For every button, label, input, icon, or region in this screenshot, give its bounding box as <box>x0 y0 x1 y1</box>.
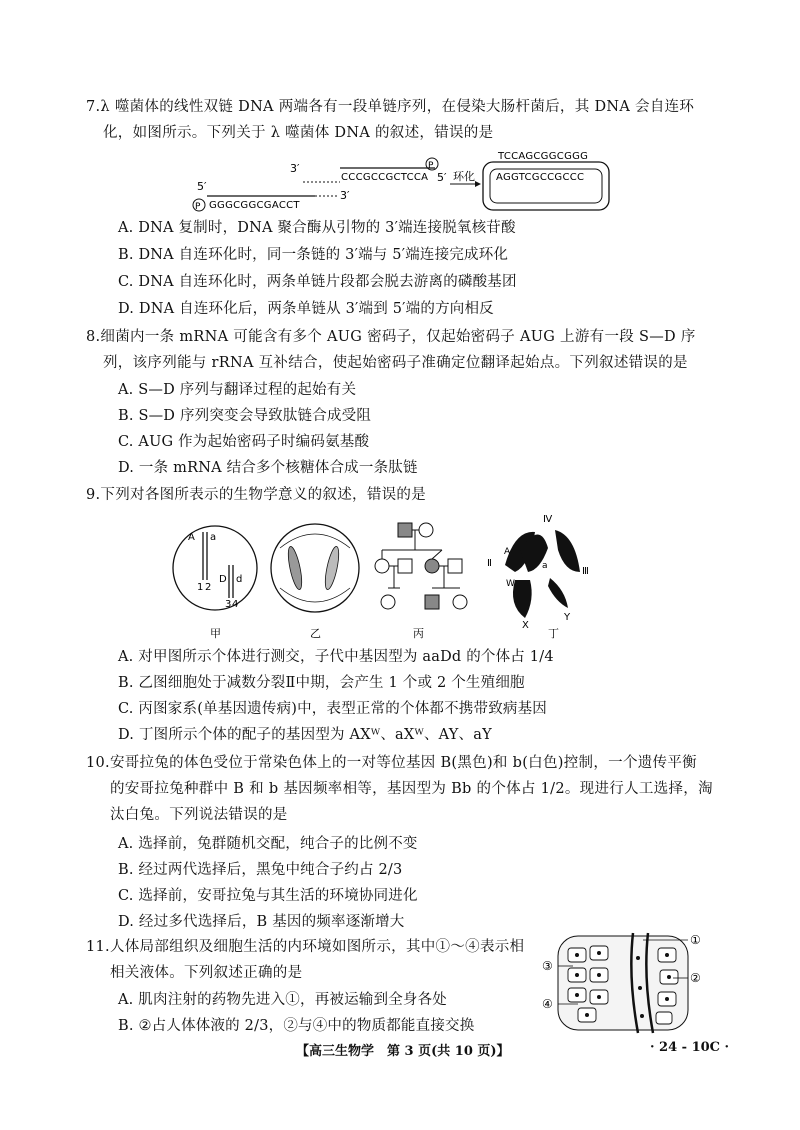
q7-option-c: C. DNA 自连环化时，两条单链片段都会脱去游离的磷酸基团 <box>118 274 517 290</box>
pedigree-ii1 <box>375 559 389 573</box>
cell-yi <box>271 524 359 612</box>
jia-label-4: 4 <box>232 599 239 610</box>
ding-label-A: A <box>504 547 511 557</box>
q7-option-d: D. DNA 自连环化后，两条单链从 3′端到 5′端的方向相反 <box>118 301 494 317</box>
caption-yi: 乙 <box>310 627 321 640</box>
arrow-label: 环化 <box>453 170 475 183</box>
q11-tissue-figure <box>538 928 718 1038</box>
question-7-line-2: 化，如图所示。下列关于 λ 噬菌体 DNA 的叙述，错误的是 <box>103 125 494 141</box>
q9-option-d: D. 丁图所示个体的配子的基因型为 AXᵂ、aXᵂ、AY、aY <box>118 727 492 743</box>
pedigree-iii3 <box>453 595 467 609</box>
pedigree-ii4 <box>448 559 462 573</box>
ding-label-IV: Ⅳ <box>543 514 553 525</box>
fluid-label-1: ① <box>690 933 701 947</box>
q8-option-c: C. AUG 作为起始密码子时编码氨基酸 <box>118 434 370 450</box>
pedigree-drop-2 <box>432 550 442 559</box>
jia-label-A: A <box>188 532 195 543</box>
caption-jia: 甲 <box>210 627 221 640</box>
caption-bing: 丙 <box>413 627 424 640</box>
question-10-line-3: 汰白兔。下列说法错误的是 <box>110 807 288 823</box>
q8-option-d: D. 一条 mRNA 结合多个核糖体合成一条肽链 <box>118 460 418 476</box>
question-8-line-2: 列，该序列能与 rRNA 互补结合，使起始密码子准确定位翻译起始点。下列叙述错误的是 <box>103 355 688 371</box>
chromatid-left <box>286 545 305 590</box>
label-5prime-left: 5′ <box>197 180 207 193</box>
q10-option-a: A. 选择前，兔群随机交配，纯合子的比例不变 <box>118 836 418 852</box>
ding-label-II: Ⅱ <box>487 558 492 569</box>
question-9-line-1: 9.下列对各图所表示的生物学意义的叙述，错误的是 <box>86 487 427 503</box>
q11-option-a: A. 肌肉注射的药物先进入①，再被运输到全身各处 <box>118 992 447 1008</box>
q7-dna-figure <box>185 150 625 220</box>
q9-figures <box>170 510 610 640</box>
circle-bottom-seq: AGGTCGCCGCCC <box>496 172 585 183</box>
pedigree-i1 <box>398 523 412 537</box>
question-7 <box>86 94 726 146</box>
label-3prime-bottom: 3′ <box>340 189 350 202</box>
chromatid-right <box>323 545 342 590</box>
bottom-strand-seq: GGGCGGCGACCT <box>209 200 300 211</box>
footer-code: · 24 - 10C · <box>650 1040 730 1055</box>
question-7-line-1: 7.λ 噬菌体的线性双链 DNA 两端各有一段单链序列，在侵染大肠杆菌后，其 DNA 会自连环 <box>86 99 695 115</box>
q8-option-a: A. S—D 序列与翻译过程的起始有关 <box>118 382 357 398</box>
ding-chromosome-5 <box>548 578 568 608</box>
arrow-head-icon <box>475 181 481 187</box>
question-11-line-1: 11.人体局部组织及细胞生活的内环境如图所示，其中①～④表示相 <box>86 939 525 955</box>
jia-label-d: d <box>236 574 243 585</box>
pedigree-ii3 <box>425 559 439 573</box>
ding-label-W: W <box>506 579 515 589</box>
question-8 <box>86 324 726 376</box>
ding-label-a: a <box>542 561 548 571</box>
q10-option-d: D. 经过多代选择后，B 基因的频率逐渐增大 <box>118 914 405 930</box>
question-11-line-2: 相关液体。下列叙述正确的是 <box>110 965 303 981</box>
pedigree-ii2 <box>398 559 412 573</box>
spindle-bottom <box>280 588 350 602</box>
ding-chromosome-3 <box>555 530 580 572</box>
circle-top-seq: TCCAGCGGCGGG <box>498 151 589 162</box>
phosphate-right-label: P <box>428 161 434 171</box>
q9-option-a: A. 对甲图所示个体进行测交，子代中基因型为 aaDd 的个体占 1/4 <box>118 649 554 665</box>
pedigree-iii2 <box>425 595 439 609</box>
jia-label-a: a <box>210 532 217 543</box>
q10-option-b: B. 经过两代选择后，黑兔中纯合子约占 2/3 <box>118 862 403 878</box>
jia-label-D: D <box>219 574 227 585</box>
question-11 <box>86 934 556 986</box>
spindle-top <box>280 534 350 548</box>
question-10 <box>86 750 746 828</box>
question-10-line-2: 的安哥拉兔种群中 B 和 b 基因频率相等，基因型为 Bb 的个体占 1/2。现进行人工选择，淘 <box>110 781 713 797</box>
ding-label-X: X <box>522 620 529 631</box>
caption-ding: 丁 <box>548 627 559 640</box>
question-9 <box>86 482 726 508</box>
fluid-label-3: ③ <box>542 959 553 973</box>
label-3prime-top: 3′ <box>290 162 300 175</box>
ding-chromosome-4 <box>513 580 532 618</box>
jia-label-3: 3 <box>225 599 232 610</box>
question-10-line-1: 10.安哥拉兔的体色受位于常染色体上的一对等位基因 B(黑色)和 b(白色)控制，一个遗传平衡 <box>86 755 697 771</box>
footer-page-info: 【高三生物学 第 3 页(共 10 页)】 <box>296 1044 510 1059</box>
jia-label-2: 2 <box>205 582 212 593</box>
fluid-label-4: ④ <box>542 997 553 1011</box>
q10-option-c: C. 选择前，安哥拉兔与其生活的环境协同进化 <box>118 888 418 904</box>
jia-label-1: 1 <box>197 582 204 593</box>
q8-option-b: B. S—D 序列突变会导致肽链合成受阻 <box>118 408 372 424</box>
pedigree-iii1 <box>381 595 395 609</box>
ding-label-III: Ⅲ <box>582 566 589 577</box>
q7-option-b: B. DNA 自连环化时，同一条链的 3′端与 5′端连接完成环化 <box>118 247 509 263</box>
question-8-line-1: 8.细菌内一条 mRNA 可能含有多个 AUG 密码子，仅起始密码子 AUG 上游有一段 S—D 序 <box>86 329 696 345</box>
ding-label-Y: Y <box>564 612 571 623</box>
phosphate-left-label: P <box>195 202 201 212</box>
top-strand-seq: CCCGCCGCTCCA <box>341 172 429 183</box>
q7-option-a: A. DNA 复制时，DNA 聚合酶从引物的 3′端连接脱氧核苷酸 <box>118 220 516 236</box>
label-5prime-right: 5′ <box>437 171 447 184</box>
pedigree-i2 <box>419 523 433 537</box>
q9-option-c: C. 丙图家系(单基因遗传病)中，表型正常的个体都不携带致病基因 <box>118 701 548 717</box>
q9-option-b: B. 乙图细胞处于减数分裂Ⅱ中期，会产生 1 个或 2 个生殖细胞 <box>118 675 525 691</box>
q11-option-b: B. ②占人体体液的 2/3，②与④中的物质都能直接交换 <box>118 1018 475 1034</box>
fluid-label-2: ② <box>690 971 701 985</box>
